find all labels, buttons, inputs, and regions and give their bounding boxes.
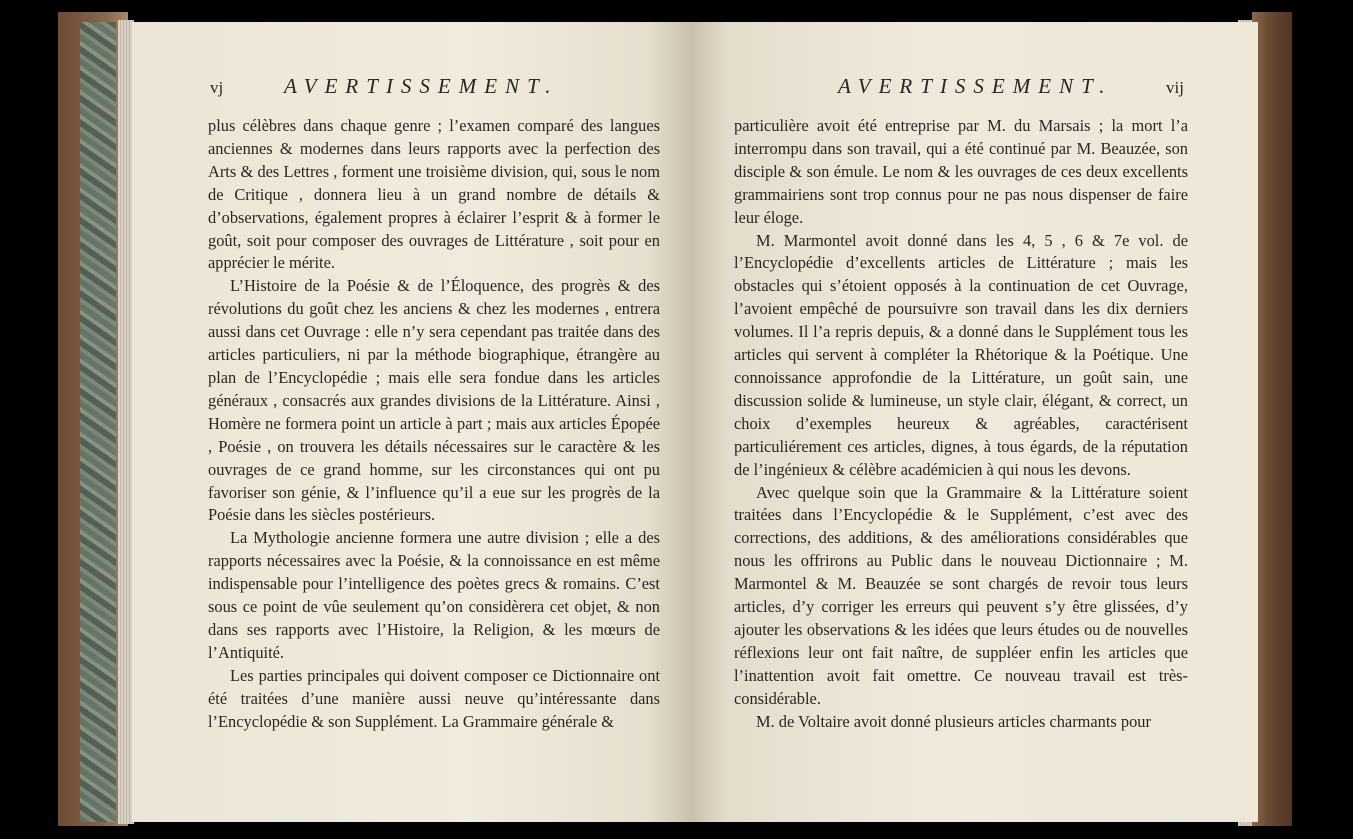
left-paragraph-1: plus célèbres dans chaque genre ; l’examen comparé des langues anciennes & modernes dans leurs rapports avec la perfection des Arts & des Lettres , forment une troisième division, qui, sous le nom de Critique , donnera lieu à un grand nombre de détails & d’observations, également propres à éclairer l’esprit & à former le goût, soit pour composer des ouvrages de Littérature , soit pour en apprécier le mérite.	[208, 116, 660, 273]
left-page	[132, 22, 692, 822]
right-folio: vij	[1166, 78, 1184, 97]
left-running-head: AVERTISSEMENT.	[284, 74, 559, 98]
right-body-text	[734, 115, 1188, 733]
right-paragraph-4: M. de Voltaire avoit donné plusieurs articles charmants pour	[756, 711, 1151, 731]
right-paragraph-1: particulière avoit été entreprise par M. du Marsais ; la mort l’a interrompu dans son travail, qui a été continué par M. Beauzée, son disciple & son émule. Le nom & les ouvrages de ces deux excellents grammairiens sont trop connus pour ne pas nous dispenser de faire leur éloge.	[734, 116, 1188, 227]
left-paragraph-3: La Mythologie ancienne formera une autre division ; elle a des rapports nécessaires avec la Poésie, & la connoissance en est même indispensable pour l’intelligence des poètes grecs & romains. C’est sous ce point de vûe seulement qu’on considèrera cet objet, & non dans ses rapports avec l’Histoire, la Religion, & les mœurs de l’Antiquité.	[208, 528, 660, 662]
right-running-head: AVERTISSEMENT.	[838, 74, 1113, 98]
right-page	[692, 22, 1258, 822]
left-paragraph-2: L’Histoire de la Poésie & de l’Éloquence, des progrès & des révolutions du goût chez les anciens & chez les modernes , entrera aussi dans cet Ouvrage : elle n’y sera cependant pas traitée dans des articles particuliers, ni par la méthode biographique, étrangère au plan de l’Encyclopédie ; mais elle sera fondue dans les articles généraux , consacrés aux grandes divisions de la Littérature. Ainsi , Homère ne formera point un article à part ; mais aux articles Épopée , Poésie , on trouvera les détails nécessaires sur le caractère & les ouvrages de ce grand homme, sur les circonstances qui ont pu favoriser son génie, & l’influence qu’il a eue sur les progrès de la Poésie dans les siècles postérieurs.	[208, 276, 660, 525]
left-paragraph-4: Les parties principales qui doivent composer ce Dictionnaire ont été traitées d’une manière aussi neuve qu’intéressante dans l’Encyclopédie & son Supplément. La Grammaire générale &	[208, 665, 660, 731]
open-book	[58, 8, 1292, 826]
right-cover	[1252, 12, 1292, 826]
marbled-endpaper	[80, 22, 116, 822]
right-paragraph-2: M. Marmontel avoit donné dans les 4, 5 , 6 & 7e vol. de l’Encyclopédie d’excellents articles de Littérature ; mais les obstacles qui s’étoient opposés à la continuation de cet Ouvrage, l’avoient empêché de poursuivre son travail dans les dix derniers volumes. Il l’a repris depuis, & a donné dans le Supplément tous les articles qui servent à compléter la Rhétorique & la Poétique. Une connoissance approfondie de la Littérature, un goût sain, une discussion solide & lumineuse, un style clair, élégant, & correct, un choix d’exemples heureux & agréables, caractérisent particuliérement ces articles, dignes, à tous égards, de la réputation de l’ingénieux & célèbre académicien à qui nous les devons.	[734, 230, 1188, 479]
right-paragraph-3: Avec quelque soin que la Grammaire & la Littérature soient traitées dans l’Encyclopédie & le Supplément, c’est avec des corrections, des additions, & des améliorations considérables que nous les offrirons au Public dans le nouveau Dictionnaire ; M. Marmontel & M. Beauzée se sont chargés de revoir tous leurs articles, d’y corriger les erreurs qui peuvent s’y être glissées, d’y ajouter les observations & les idées que leurs études ou de nouvelles réflexions leur ont fait naître, de suppléer enfin les articles que l’inattention avoit fait omettre. Ce nouveau travail est très-considérable.	[734, 482, 1188, 708]
left-body-text	[208, 115, 660, 733]
left-folio: vj	[210, 78, 224, 97]
